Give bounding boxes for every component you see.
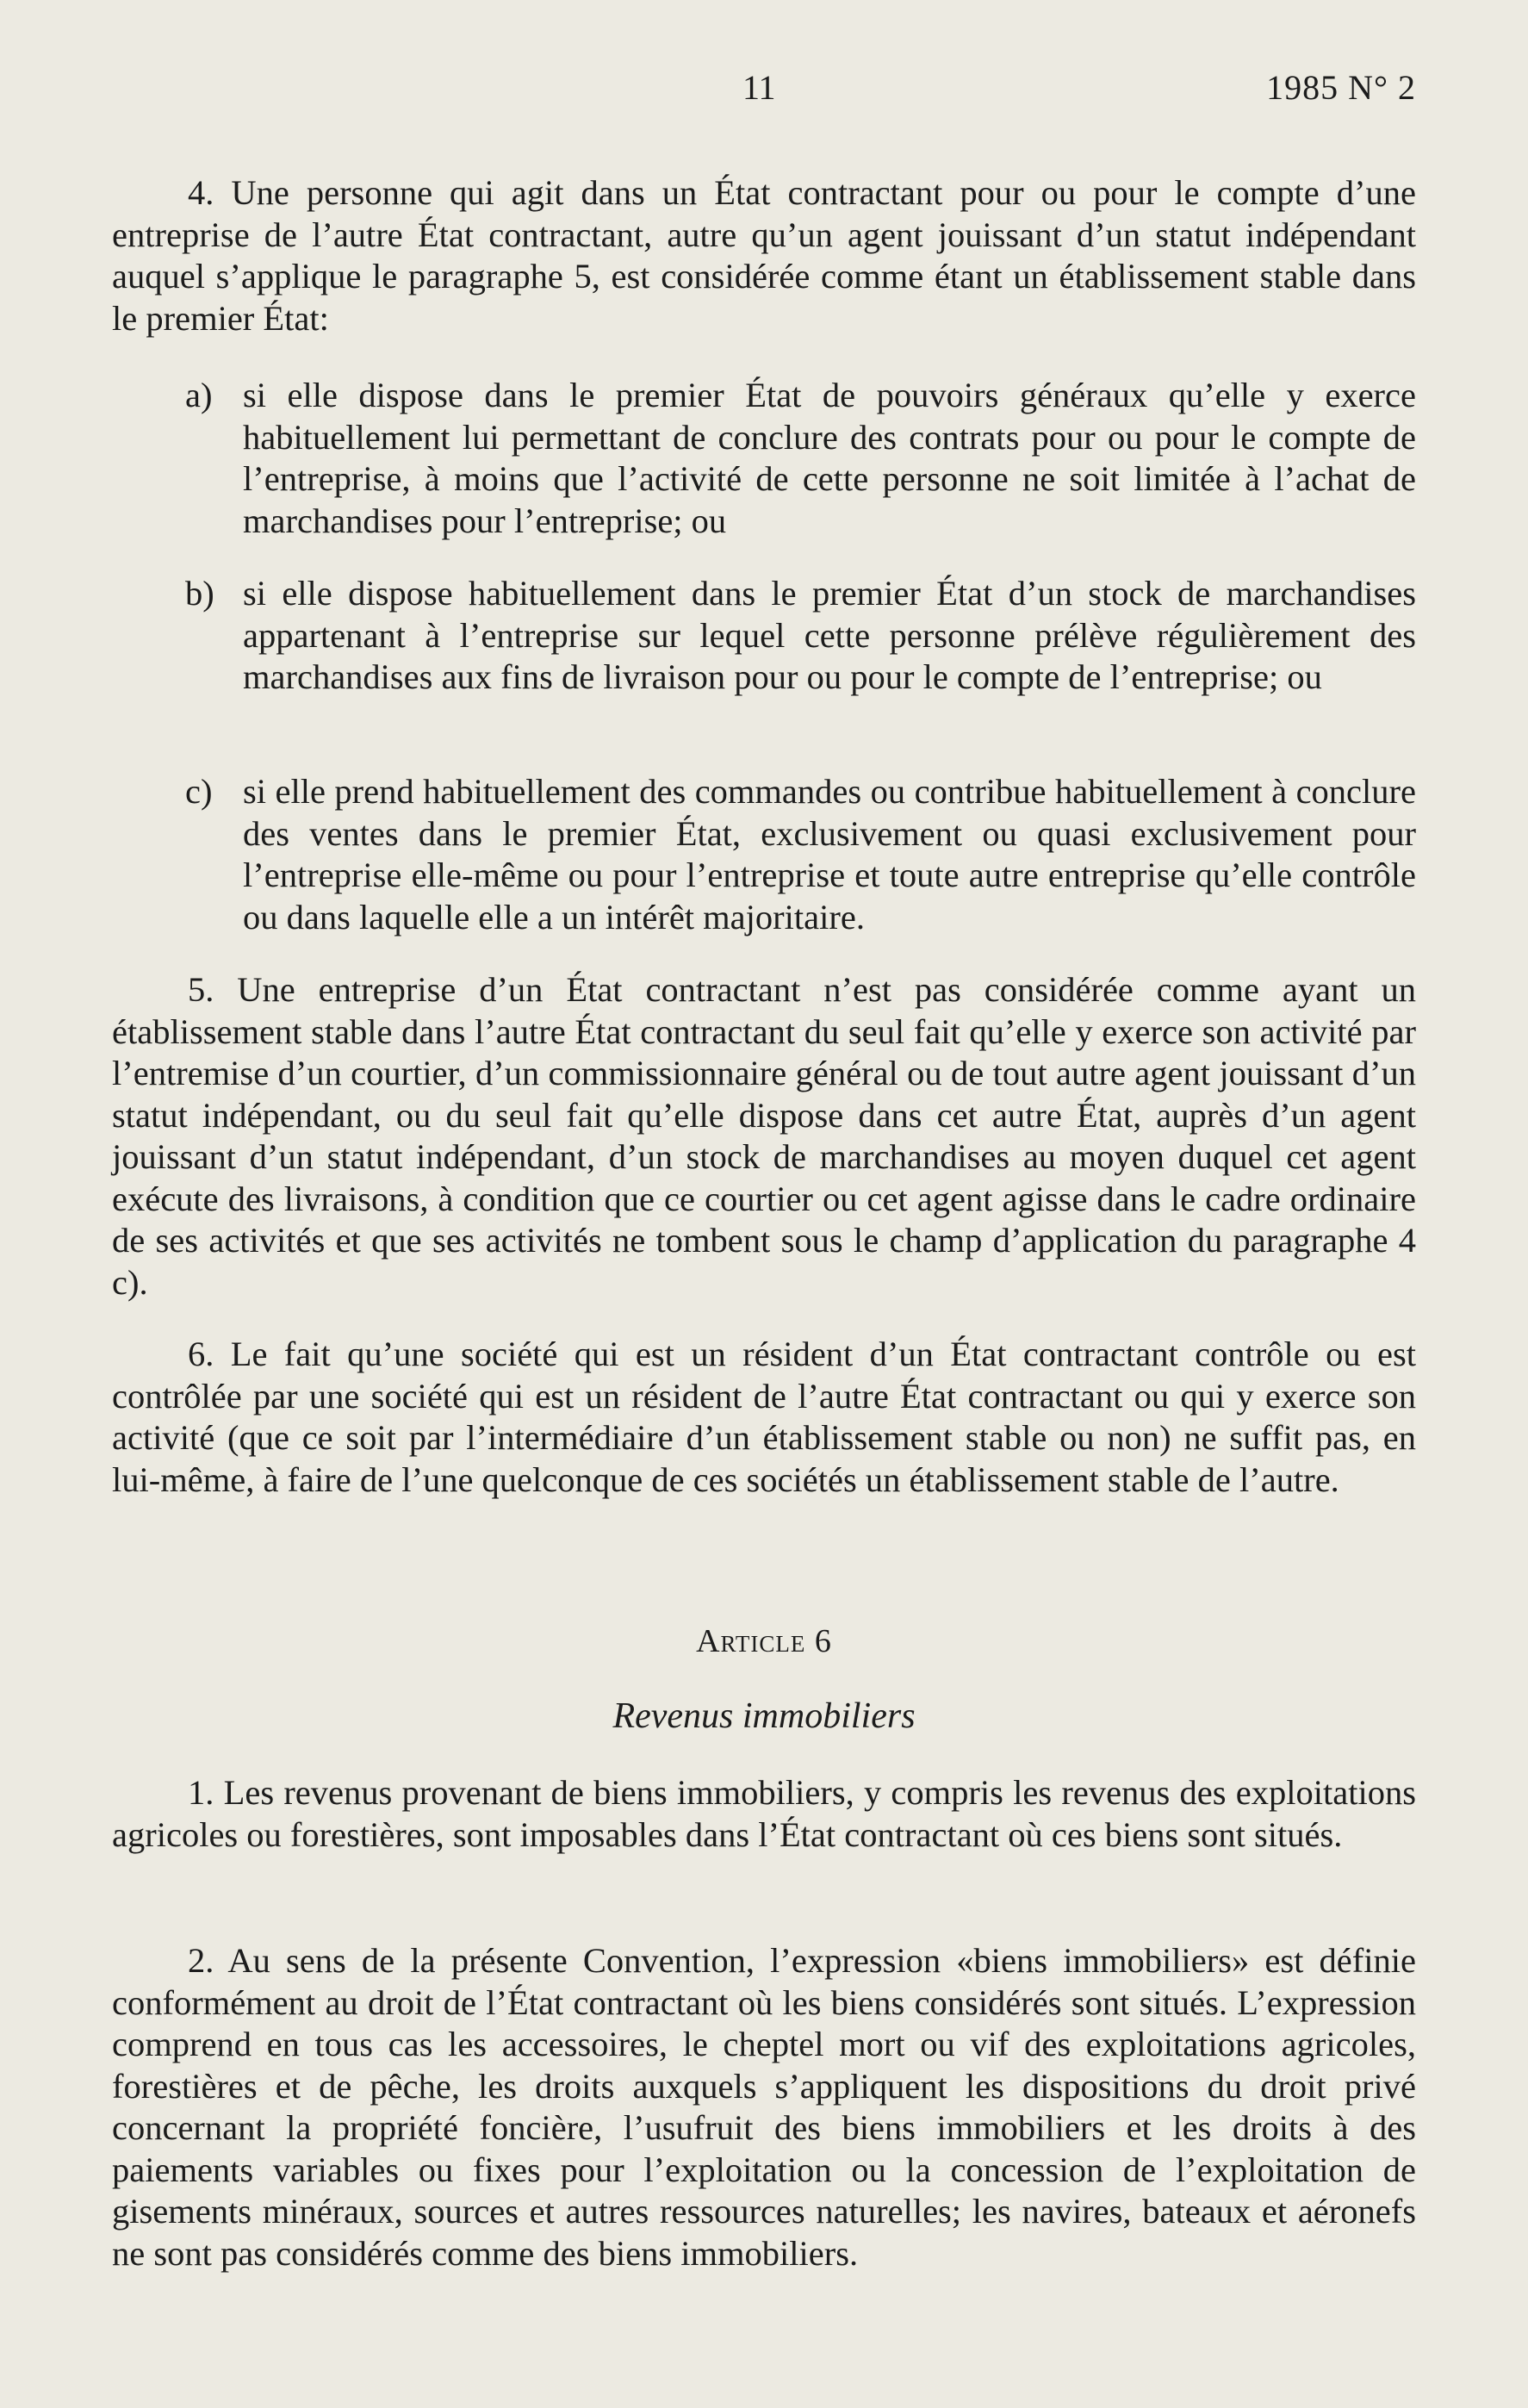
list-item-c [112,771,1416,938]
article-6-paragraph-1 [112,1772,1416,1856]
list-item-letter: c) [185,772,213,811]
article-heading: Article 6 [696,1623,832,1659]
list-item-b [112,573,1416,699]
list-item-a [112,375,1416,542]
article-6-paragraph-2 [112,1940,1416,2274]
list-item-letter: b) [185,574,214,613]
page-number: 11 [742,68,776,107]
paragraph-4 [112,172,1416,339]
paragraph-5 [112,969,1416,1304]
paragraph-5-text: 5. Une entreprise d’un État contractant n’est pas considérée comme ayant un établissement stable dans l’autre État contractant du seul fait qu’elle y exerce son activité par l’entremise d’un courtier, d’un commissionnaire général ou de tout autre agent jouissant d’un statut indépendant, ou du seul fait qu’elle dispose dans cet autre État, auprès d’un agent jouissant d’un statut indépendant, d’un stock de marchandises au moyen duquel cet agent exécute des livraisons, à condition que ce courtier ou cet agent agisse dans le cadre ordinaire de ses activités et que ses activités ne tombent sous le champ d’application du paragraphe 4 c). [112,970,1416,1302]
paragraph-4-text: 4. Une personne qui agit dans un État contractant pour ou pour le compte d’une entreprise de l’autre État contractant, autre qu’un agent jouissant d’un statut indépendant auquel s’applique le paragraphe 5, est considérée comme étant un établissement stable dans le premier État: [112,173,1416,338]
paragraph-6 [112,1334,1416,1501]
article-6-paragraph-1-text: 1. Les revenus provenant de biens immobiliers, y compris les revenus des exploitations agricoles ou forestières, sont imposables dans l’État contractant où ces biens sont situés. [112,1773,1416,1854]
article-title: Revenus immobiliers [612,1696,916,1736]
list-item-text: si elle prend habituellement des commandes ou contribue habituellement à conclure des ventes dans le premier État, exclusivement ou quasi exclusivement pour l’entreprise elle-même ou pour l’entreprise et toute autre entreprise qu’elle contrôle ou dans laquelle elle a un intérêt majoritaire. [243,772,1416,936]
paragraph-6-text: 6. Le fait qu’une société qui est un résident d’un État contractant contrôle ou est contrôlée par une société qui est un résident de l’autre État contractant ou qui y exerce son activité (que ce soit par l’intermédiaire d’un établissement stable ou non) ne suffit pas, en lui-même, à faire de l’une quelconque de ces sociétés un établissement stable de l’autre. [112,1335,1416,1499]
list-item-text: si elle dispose habituellement dans le premier État d’un stock de marchandises appartenant à l’entreprise sur lequel cette personne prélève régulièrement des marchandises aux fins de livraison pour ou pour le compte de l’entreprise; ou [243,574,1416,696]
journal-reference: 1985 N° 2 [1266,68,1416,107]
article-6-paragraph-2-text: 2. Au sens de la présente Convention, l’expression «biens immobiliers» est définie conformément au droit de l’État contractant où les biens considérés sont situés. L’expression comprend en tous cas les accessoires, le cheptel mort ou vif des exploitations agricoles, forestières et de pêche, les droits auxquels s’appliquent les dispositions du droit privé concernant la propriété foncière, l’usufruit des biens immobiliers et les droits à des paiements variables ou fixes pour l’exploitation ou la concession de l’exploitation de gisements minéraux, sources et autres ressources naturelles; les navires, bateaux et aéronefs ne sont pas considérés comme des biens immobiliers. [112,1941,1416,2273]
list-item-text: si elle dispose dans le premier État de pouvoirs généraux qu’elle y exerce habituellement lui permettant de conclure des contrats pour ou pour le compte de l’entreprise, à moins que l’activité de cette personne ne soit limitée à l’achat de marchandises pour l’entreprise; ou [243,376,1416,540]
list-item-letter: a) [185,376,213,414]
